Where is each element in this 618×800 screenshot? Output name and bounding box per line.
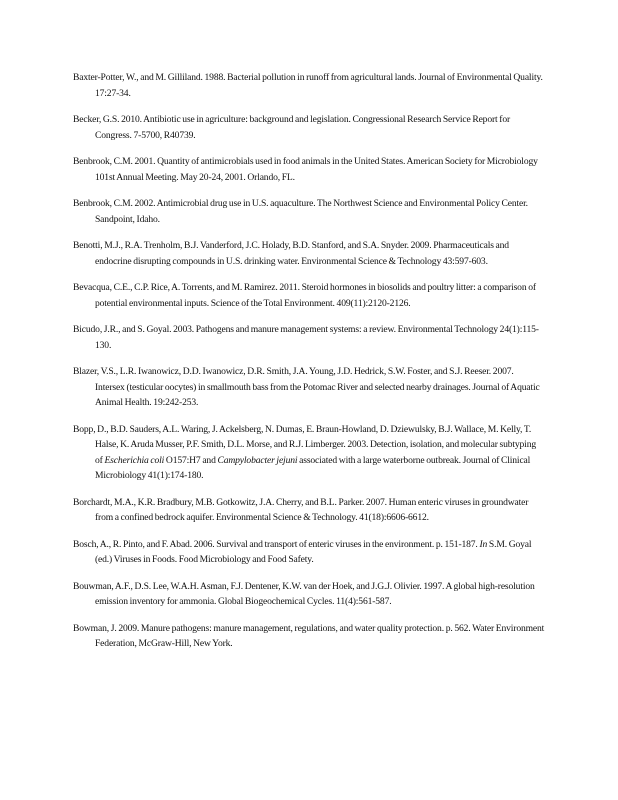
reference-entry <box>73 621 545 652</box>
reference-text: O157:H7 and <box>164 454 218 466</box>
reference-text: associated with a large waterborne outbreak. Journal of Clinical Microbiology 41(1):174-180. <box>95 454 531 481</box>
reference-list <box>73 70 545 663</box>
reference-entry <box>73 70 545 101</box>
reference-text: Becker, G.S. 2010. Antibiotic use in agriculture: background and legislation. Congressional Research Service Report for Congress. 7-5700, R40739. <box>73 114 511 141</box>
reference-text: Borchardt, M.A., K.R. Bradbury, M.B. Gotkowitz, J.A. Cherry, and B.L. Parker. 2007. Human enteric viruses in groundwater from a confined bedrock aquifer. Environmental Science & Technology. 41(18):6606-6612. <box>73 496 529 523</box>
reference-entry <box>73 495 545 526</box>
reference-entry <box>73 322 545 353</box>
reference-text: Blazer, V.S., L.R. Iwanowicz, D.D. Iwanowicz, D.R. Smith, J.A. Young, J.D. Hedrick, S.W. Foster, and S.J. Reeser. 2007. Intersex (testicular oocytes) in smallmouth bass from the Potomac River and selected nearby drainages. Journal of Aquatic Animal Health. 19:242-253. <box>73 366 540 408</box>
reference-text: Bouwman, A.F., D.S. Lee, W.A.H. Asman, F.J. Dentener, K.W. van der Hoek, and J.G.J. Olivier. 1997. A global high-resolution emission inventory for ammonia. Global Biogeochemical Cycles. 11(4):561-587. <box>73 580 535 607</box>
reference-entry <box>73 196 545 227</box>
reference-text: Baxter-Potter, W., and M. Gilliland. 1988. Bacterial pollution in runoff from agricultural lands. Journal of Environmental Quality. 17:27-34. <box>73 72 543 99</box>
reference-text: Bopp, D., B.D. Sauders, A.L. Waring, J. Ackelsberg, N. Dumas, E. Braun-Howland, D. Dziewulsky, B.J. Wallace, M. Kelly, T. Halse, K. Aruda Musser, P.F. Smith, D.L. Morse, and R.J. Limberger. 2003. Detection, isolation, and molecular subtyping of <box>73 423 536 466</box>
reference-entry <box>73 364 545 411</box>
reference-text: Benbrook, C.M. 2001. Quantity of antimicrobials used in food animals in the United States. American Society for Microbiology 101st Annual Meeting. May 20-24, 2001. Orlando, FL. <box>73 156 538 183</box>
reference-entry <box>73 537 545 568</box>
reference-text: Bevacqua, C.E., C.P. Rice, A. Torrents, and M. Ramirez. 2011. Steroid hormones in biosolids and poultry litter: a comparison of potential environmental inputs. Science of the Total Environment. 409(11):2120-2126. <box>73 282 536 309</box>
reference-text: Benotti, M.J., R.A. Trenholm, B.J. Vanderford, J.C. Holady, B.D. Stanford, and S.A. Snyder. 2009. Pharmaceuticals and endocrine disrupting compounds in U.S. drinking water. Environmental Science & Technology 43:597-603. <box>73 240 509 267</box>
reference-entry <box>73 112 545 143</box>
reference-entry <box>73 579 545 610</box>
reference-entry <box>73 422 545 484</box>
reference-text: Benbrook, C.M. 2002. Antimicrobial drug use in U.S. aquaculture. The Northwest Science and Environmental Policy Center. Sandpoint, Idaho. <box>73 198 528 225</box>
reference-italic-organism: Campylobacter jejuni <box>217 454 298 466</box>
reference-text: Bosch, A., R. Pinto, and F. Abad. 2006. Survival and transport of enteric viruses in the environment. p. 151-187. <box>73 538 480 550</box>
reference-entry <box>73 154 545 185</box>
reference-text: Bicudo, J.R., and S. Goyal. 2003. Pathogens and manure management systems: a review. Environmental Technology 24(1):115-130. <box>73 324 539 351</box>
reference-text: Bowman, J. 2009. Manure pathogens: manure management, regulations, and water quality protection. p. 562. Water Environment Federation, McGraw-Hill, New York. <box>73 622 545 649</box>
reference-entry <box>73 238 545 269</box>
reference-italic-in: In <box>479 538 488 550</box>
reference-italic-organism: Escherichia coli <box>104 454 165 466</box>
reference-entry <box>73 280 545 311</box>
reference-text: S.M. Goyal (ed.) Viruses in Foods. Food Microbiology and Food Safety. <box>95 538 532 565</box>
